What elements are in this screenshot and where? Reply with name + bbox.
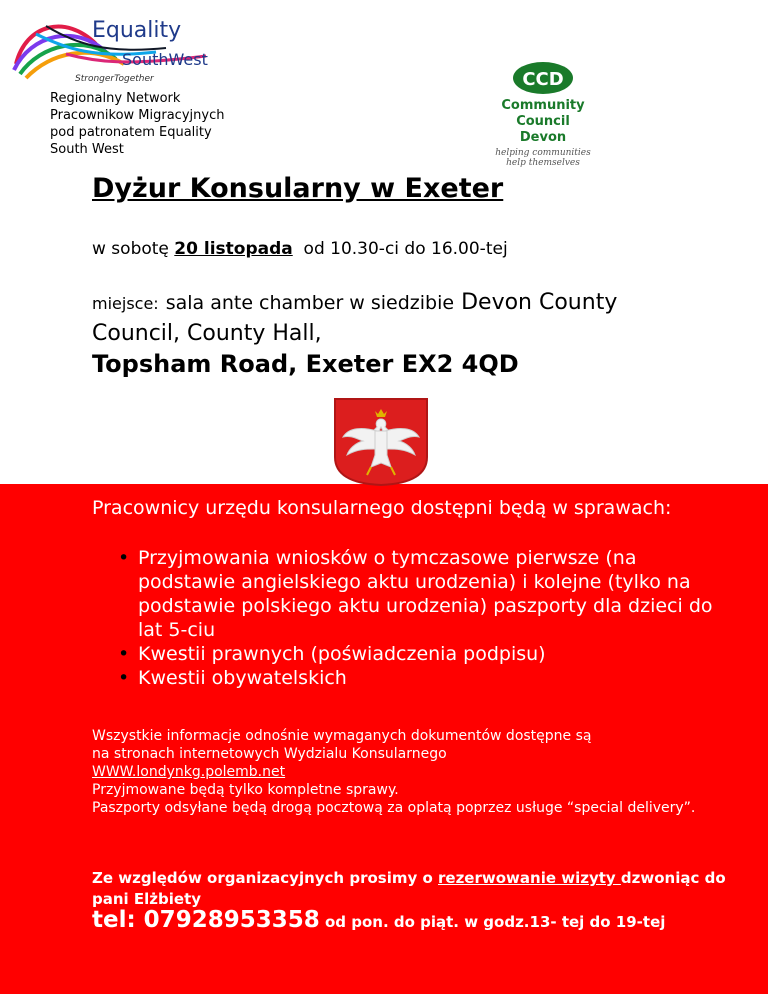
event-hours: od 10.30-ci do 16.00-tej xyxy=(303,239,508,259)
location-street: Topsham Road xyxy=(92,350,289,378)
booking-block xyxy=(92,868,732,933)
booking-text: dzwoniąc do pani Elżbiety xyxy=(92,869,726,908)
org-line: pod patronatem Equality xyxy=(50,125,212,140)
location-part2: Devon County Council, County Hall, xyxy=(92,290,618,346)
list-item xyxy=(118,642,718,666)
service-text: Kwestii prawnych (poświadczenia podpisu) xyxy=(138,643,546,665)
phone-number[interactable]: tel: 07928953358 xyxy=(92,907,320,933)
event-location xyxy=(92,288,712,381)
ccd-badge-text: CCD xyxy=(522,69,564,90)
info-line: na stronach internetowych Wydzialu Konsularnego xyxy=(92,746,447,762)
booking-hours: od pon. do piąt. w godz.13- tej do 19-tej xyxy=(319,913,666,931)
info-block xyxy=(92,727,712,817)
polish-eagle-emblem xyxy=(333,397,429,487)
ccd-tagline xyxy=(476,148,610,168)
booking-text: Ze względów organizacyjnych prosimy o xyxy=(92,869,438,887)
org-line: South West xyxy=(50,142,124,157)
org-line: Regionalny Network xyxy=(50,91,181,106)
org-line: Pracownikow Migracyjnych xyxy=(50,108,225,123)
ccd-name-line: Devon xyxy=(519,130,567,145)
equality-logo-tagline: StrongerTogether xyxy=(75,74,154,84)
organization-description xyxy=(50,90,224,158)
location-city: Exeter EX2 4QD xyxy=(305,350,519,378)
page-title: Dyżur Konsularny w Exeter xyxy=(92,173,504,204)
list-item xyxy=(118,666,718,690)
location-separator: , xyxy=(288,350,306,378)
ccd-name-line: Community xyxy=(501,98,585,113)
service-text: Kwestii obywatelskich xyxy=(138,667,347,689)
ccd-tagline-line: help themselves xyxy=(506,158,580,168)
equality-logo-line2: SouthWest xyxy=(122,50,208,69)
when-prefix: w sobotę xyxy=(92,239,169,259)
equality-logo-line1: Equality xyxy=(92,18,182,43)
service-text: Przyjmowania wniosków o tymczasowe pierwsze (na podstawie angielskiego aktu urodzenia) i kolejne (tylko na podstawie polskiego aktu urodzenia) paszporty dla dzieci do lat 5-ciu xyxy=(138,547,713,641)
consulate-link[interactable]: WWW.londynkg.polemb.net xyxy=(92,764,286,780)
location-part1: sala ante chamber w siedzibie xyxy=(165,292,455,314)
booking-emphasis: rezerwowanie wizyty xyxy=(438,869,621,887)
event-date: 20 listopada xyxy=(174,239,293,259)
location-label: miejsce: xyxy=(92,294,159,313)
info-line: Przyjmowane będą tylko kompletne sprawy. xyxy=(92,782,399,798)
info-line: Wszystkie informacje odnośnie wymaganych dokumentów dostępne są xyxy=(92,728,592,744)
event-time xyxy=(92,239,508,259)
ccd-name xyxy=(476,98,610,146)
services-intro: Pracownicy urzędu konsularnego dostępni będą w sprawach: xyxy=(92,497,672,519)
ccd-tagline-line: helping communities xyxy=(495,148,591,158)
info-line: Paszporty odsyłane będą drogą pocztową za oplatą poprzez usługe “special delivery”. xyxy=(92,800,696,816)
list-item xyxy=(118,546,718,642)
ccd-name-line: Council xyxy=(516,114,570,129)
services-list xyxy=(118,546,718,690)
